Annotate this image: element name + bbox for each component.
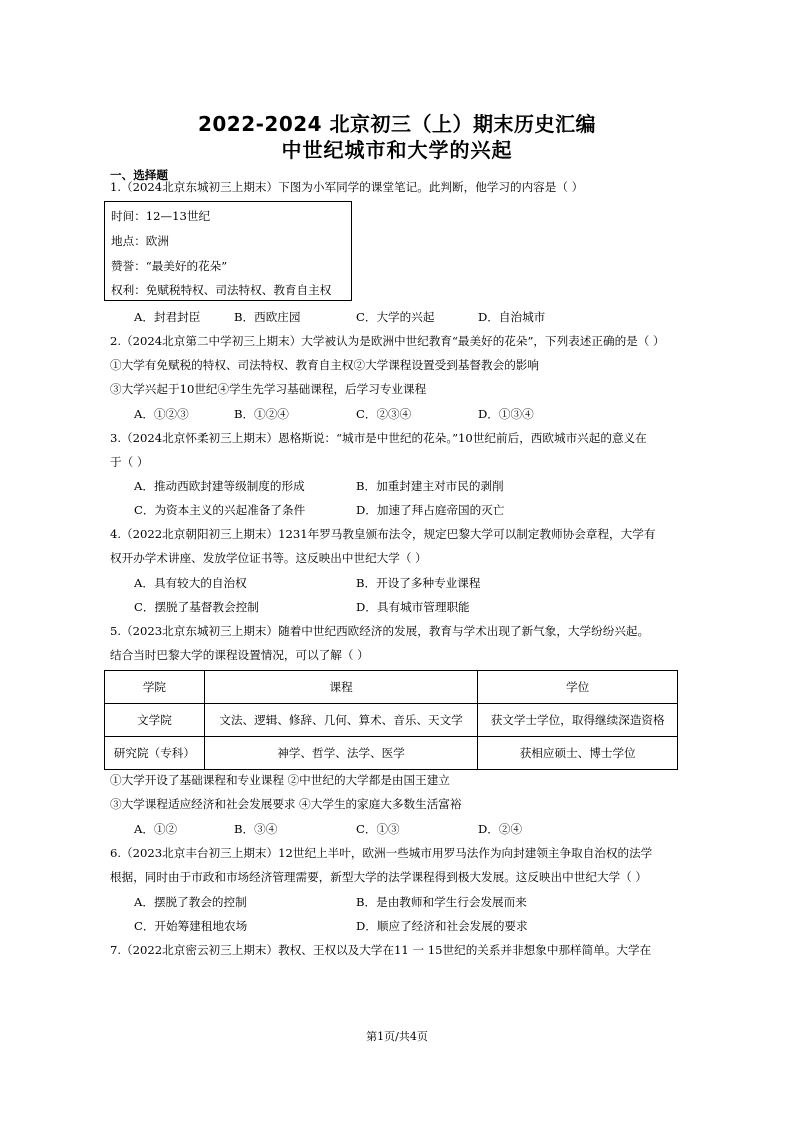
- q1-option-a: A．封君封臣: [134, 310, 201, 324]
- q3-option-a: A．推动西欧封建等级制度的形成: [134, 479, 305, 493]
- table-cell: 文学院: [105, 704, 205, 737]
- table-cell: 研究院（专科）: [105, 737, 205, 770]
- table-cell: 文法、逻辑、修辞、几何、算术、音乐、天文学: [204, 704, 478, 737]
- q6-option-a: A．摆脱了教会的控制: [134, 895, 247, 909]
- table-header-cell: 课程: [204, 671, 478, 704]
- q6-option-d: D．顺应了经济和社会发展的要求: [356, 919, 528, 933]
- q2-option-c: C．②③④: [356, 407, 412, 421]
- q4-option-c: C．摆脱了基督教会控制: [134, 600, 259, 614]
- table-cell: 神学、哲学、法学、医学: [204, 737, 478, 770]
- q2-option-a: A．①②③: [134, 407, 189, 421]
- note-line-place: 地点：欧洲: [111, 234, 169, 248]
- q4-option-d: D．具有城市管理职能: [356, 600, 470, 614]
- table-row: [105, 737, 678, 770]
- q2-option-d: D．①③④: [478, 407, 534, 421]
- q6-option-c: C．开始筹建租地农场: [134, 919, 248, 933]
- q1-option-c: C．大学的兴起: [356, 310, 435, 324]
- question-1-stem: 1.（2024北京东城初三上期末）下图为小军同学的课堂笔记。此判断，他学习的内容是（ ）: [110, 180, 584, 194]
- table-header-row: [105, 671, 678, 704]
- section-heading: 一、选择题: [110, 168, 168, 182]
- q6-option-b: B．是由教师和学生行会发展而来: [356, 895, 527, 909]
- table-row: [105, 704, 678, 737]
- q3-option-d: D．加速了拜占庭帝国的灭亡: [356, 503, 505, 517]
- q1-option-b: B．西欧庄园: [234, 310, 301, 324]
- question-6-stem: 6.（2023北京丰台初三上期末）12世纪上半叶，欧洲一些城市用罗马法作为向封建领主争取自治权的法学: [110, 846, 653, 860]
- note-line-rights: 权利：免赋税特权、司法特权、教育自主权: [111, 283, 332, 297]
- page-number: 第1页/共4页: [366, 1030, 428, 1043]
- course-table: [104, 670, 678, 770]
- question-2-statements-2: ③大学兴起于10世纪④学生先学习基础课程，后学习专业课程: [110, 382, 427, 396]
- q3-option-b: B．加重封建主对市民的剥削: [356, 479, 504, 493]
- q5-option-c: C．①③: [356, 822, 400, 836]
- document-title: 2022-2024 北京初三（上）期末历史汇编: [197, 112, 597, 136]
- note-line-praise: 赞誉：“最美好的花朵”: [111, 259, 228, 273]
- question-5-stem: 5.（2023北京东城初三上期末）随着中世纪西欧经济的发展，教育与学术出现了新气象，大学纷纷兴起。: [110, 624, 650, 638]
- question-5-stem-cont: 结合当时巴黎大学的课程设置情况，可以了解（ ）: [110, 648, 369, 662]
- table-cell: 获文学士学位，取得继续深造资格: [478, 704, 678, 737]
- question-2-statements-1: ①大学有免赋税的特权、司法特权、教育自主权②大学课程设置受到基督教会的影响: [110, 358, 539, 372]
- question-2-stem: 2.（2024北京第二中学初三上期末）大学被认为是欧洲中世纪教育“最美好的花朵”，下列表述正确的是（ ）: [110, 334, 665, 348]
- question-3-stem: 3.（2024北京怀柔初三上期末）恩格斯说：“城市是中世纪的花朵。”10世纪前后，西欧城市兴起的意义在: [110, 431, 647, 445]
- q4-option-a: A．具有较大的自治权: [134, 576, 247, 590]
- question-3-stem-cont: 于（ ）: [110, 455, 149, 469]
- q2-option-b: B．①②④: [234, 407, 289, 421]
- document-subtitle: 中世纪城市和大学的兴起: [281, 138, 513, 162]
- question-5-statements-2: ③大学课程适应经济和社会发展要求 ④大学生的家庭大多数生活富裕: [110, 797, 462, 811]
- q5-option-d: D．②④: [478, 822, 523, 836]
- question-6-stem-cont: 根据，同时由于市政和市场经济管理需要，新型大学的法学课程得到极大发展。这反映出中世纪大学（ ）: [110, 870, 648, 884]
- q5-option-a: A．①②: [134, 822, 178, 836]
- question-1-note-box: [104, 201, 352, 301]
- question-4-stem-cont: 权开办学术讲座、发放学位证书等。这反映出中世纪大学（ ）: [110, 551, 427, 565]
- table-cell: 获相应硕士、博士学位: [478, 737, 678, 770]
- question-5-statements-1: ①大学开设了基础课程和专业课程 ②中世纪的大学都是由国王建立: [110, 773, 450, 787]
- question-7-stem: 7.（2022北京密云初三上期末）教权、王权以及大学在11 一 15世纪的关系并非想象中那样简单。大学在: [110, 943, 652, 957]
- q5-option-b: B．③④: [234, 822, 278, 836]
- table-header-cell: 学院: [105, 671, 205, 704]
- q4-option-b: B．开设了多种专业课程: [356, 576, 481, 590]
- q1-option-d: D．自治城市: [478, 310, 546, 324]
- q3-option-c: C．为资本主义的兴起准备了条件: [134, 503, 306, 517]
- note-line-time: 时间：12—13世纪: [111, 209, 211, 223]
- table-header-cell: 学位: [478, 671, 678, 704]
- question-4-stem: 4.（2022北京朝阳初三上期末）1231年罗马教皇颁布法令，规定巴黎大学可以制定教师协会章程，大学有: [110, 527, 656, 541]
